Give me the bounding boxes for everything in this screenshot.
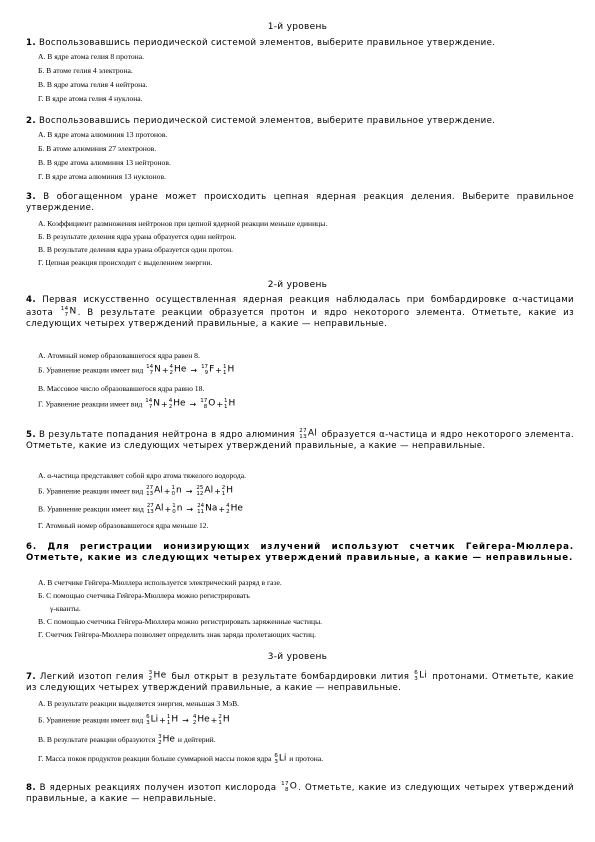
q7-option-c: В. В результате реакции образуются 3 2 He и дейтерий.	[38, 734, 216, 746]
q2-option-d: Г. В ядре атома алюминия 13 нуклонов.	[38, 172, 166, 181]
q7-option-a: А. В результате реакции выделяется энергия, меньшая 3 МэВ.	[38, 699, 240, 708]
nuclide-lithium-6: 6 3 Li	[414, 670, 428, 682]
q3-option-a: А. Коэффициент размножения нейтронов при цепной ядерной реакции меньше единицы.	[38, 219, 328, 228]
q6-option-b: Б. С помощью счетчика Гейгера-Мюллера можно регистрировать	[38, 591, 250, 600]
nuclide-nitrogen-14: 14 7 N	[60, 306, 77, 318]
level-1-heading: 1-й уровень	[267, 22, 328, 32]
reaction-equation: 6 3 Li+ 1 1 H → 4 2 He+ 2 1 H	[146, 714, 230, 726]
q6-option-d: Г. Счетчик Гейгера-Мюллера позволяет определить знак заряда пролетающих частиц.	[38, 630, 317, 639]
q2-option-a: А. В ядре атома алюминия 13 протонов.	[38, 130, 168, 139]
q5-option-c: В. Уравнение реакции имеет вид 27 13 Al+ 1 0 n → 24 11 Na+ 4 2 He	[38, 503, 243, 515]
question-number: 1.	[26, 38, 36, 48]
question-3	[26, 192, 574, 214]
q3-option-b: Б. В результате деления ядра урана образуется один нейтрон.	[38, 232, 237, 241]
q1-option-a: А. В ядре атома гелия 8 протона.	[38, 52, 144, 61]
q5-option-d: Г. Атомный номер образовавшегося ядра меньше 12.	[38, 521, 209, 530]
question-text-end: . Отметьте, какие из следующих четырех утверждений правильные, а какие — неправильные.	[26, 782, 574, 804]
nuclide-helium-3: 3 2 He	[148, 670, 167, 682]
question-text: Для регистрации ионизирующих излучений используют счетчик Гейгера-Мюллера. Отметьте, какие из следующих четырех утверждений правильные, а какие — неправильные.	[26, 542, 574, 563]
question-text: Воспользовавшись периодической системой элементов, выберите правильное утверждение.	[39, 38, 496, 48]
question-5	[26, 428, 574, 452]
q1-option-d: Г. В ядре атома гелия 4 нуклона.	[38, 94, 143, 103]
level-3-heading: 3-й уровень	[267, 652, 328, 662]
question-text: В обогащенном уране может происходить цепная ядерная реакция деления. Выберите правильное утверждение.	[26, 192, 574, 213]
question-text-end: образуется α-частица и ядро некоторого элемента. Отметьте, какие из следующих четырех утверждений правильные, а какие — неправильные.	[26, 429, 574, 451]
nuclide-oxygen-17: 17 8 O	[281, 781, 298, 793]
question-number: 6.	[26, 542, 38, 552]
q6-option-c: В. С помощью счетчика Гейгера-Мюллера можно регистрировать заряженные частицы.	[38, 617, 323, 626]
question-text-start: В ядерных реакциях получен изотоп кислорода	[39, 782, 277, 793]
q7-option-d: Г. Масса покоя продуктов реакции больше суммарной массы покоя ядра 6 3 Li и протона.	[38, 753, 324, 765]
question-number: 4.	[26, 295, 36, 305]
q3-option-c: В. В результате деления ядра урана образуется один протон.	[38, 245, 234, 254]
q6-option-b-continued: γ-кванты.	[50, 604, 81, 613]
question-8	[26, 781, 574, 805]
q5-option-a: А. α-частица представляет собой ядро атома тяжелого водорода.	[38, 471, 246, 480]
question-number: 5.	[26, 429, 36, 440]
question-1	[26, 38, 574, 49]
question-number: 7.	[26, 671, 36, 682]
question-text: Воспользовавшись периодической системой элементов, выберите правильное утверждение.	[39, 116, 496, 126]
q4-option-c: В. Массовое число образовавшегося ядра равно 18.	[38, 384, 205, 393]
question-6	[26, 542, 574, 564]
question-text-start: Первая искусственно осуществленная ядерная реакция наблюдалась при бомбардировке α-частицами азота	[26, 295, 574, 318]
q3-option-d: Г. Цепная реакция происходит с выделением энергии.	[38, 258, 213, 267]
nuclide-lithium-6: 6 3 Li	[274, 753, 287, 765]
question-7: 7. Легкий изотоп гелия 3 2 He был открыт в результате бомбардировки лития 6 3 Li протонами. Отметьте, какие из следующих четырех утверждений правильные, а какие — неправильные.	[26, 670, 574, 693]
question-2	[26, 116, 574, 127]
q2-option-b: Б. В атоме алюминия 27 электронов.	[38, 144, 157, 153]
nuclide-helium-3: 3 2 He	[158, 734, 175, 746]
reaction-equation: 27 13 Al+ 1 0 n → 24 11 Na+ 4 2 He	[146, 503, 243, 515]
reaction-equation: 27 13 Al+ 1 0 n → 25 12 Al+ 2 1 H	[146, 485, 234, 497]
question-4	[26, 295, 574, 330]
q4-option-d: Г. Уравнение реакции имеет вид 14 7 N+ 4 2 He → 17 8 O+ 1 1 H	[38, 398, 236, 410]
question-text-end: . В результате реакции образуется протон и ядро некоторого элемента. Отметьте, какие из следующих четырех утверждений правильные, а какие — неправильные.	[26, 307, 574, 329]
q2-option-c: В. В ядре атома алюминия 13 нейтронов.	[38, 158, 171, 167]
question-number: 2.	[26, 116, 36, 126]
q4-option-a: А. Атомный номер образовавшегося ядра равен 8.	[38, 351, 200, 360]
question-number: 8.	[26, 782, 36, 793]
q6-option-a: А. В счетчике Гейгера-Мюллера используется электрический разряд в газе.	[38, 578, 282, 587]
q4-option-b: Б. Уравнение реакции имеет вид 14 7 N+ 4 2 He → 17 9 F+ 1 1 H	[38, 364, 235, 376]
reaction-equation: 14 7 N+ 4 2 He → 17 8 O+ 1 1 H	[145, 398, 236, 410]
reaction-equation: 14 7 N+ 4 2 He → 17 9 F+ 1 1 H	[146, 364, 235, 376]
q7-option-b: Б. Уравнение реакции имеет вид 6 3 Li+ 1 1 H → 4 2 He+ 2 1 H	[38, 714, 230, 726]
q1-option-b: Б. В атоме гелия 4 электрона.	[38, 66, 133, 75]
level-2-heading: 2-й уровень	[267, 280, 328, 290]
nuclide-aluminium-27: 27 13 Al	[299, 428, 318, 440]
question-number: 3.	[26, 192, 36, 202]
question-text-start: В результате попадания нейтрона в ядро алюминия	[39, 429, 296, 440]
q5-option-b: Б. Уравнение реакции имеет вид 27 13 Al+ 1 0 n → 25 12 Al+ 2 1 H	[38, 485, 234, 497]
q1-option-c: В. В ядре атома гелия 4 нейтрона.	[38, 80, 148, 89]
